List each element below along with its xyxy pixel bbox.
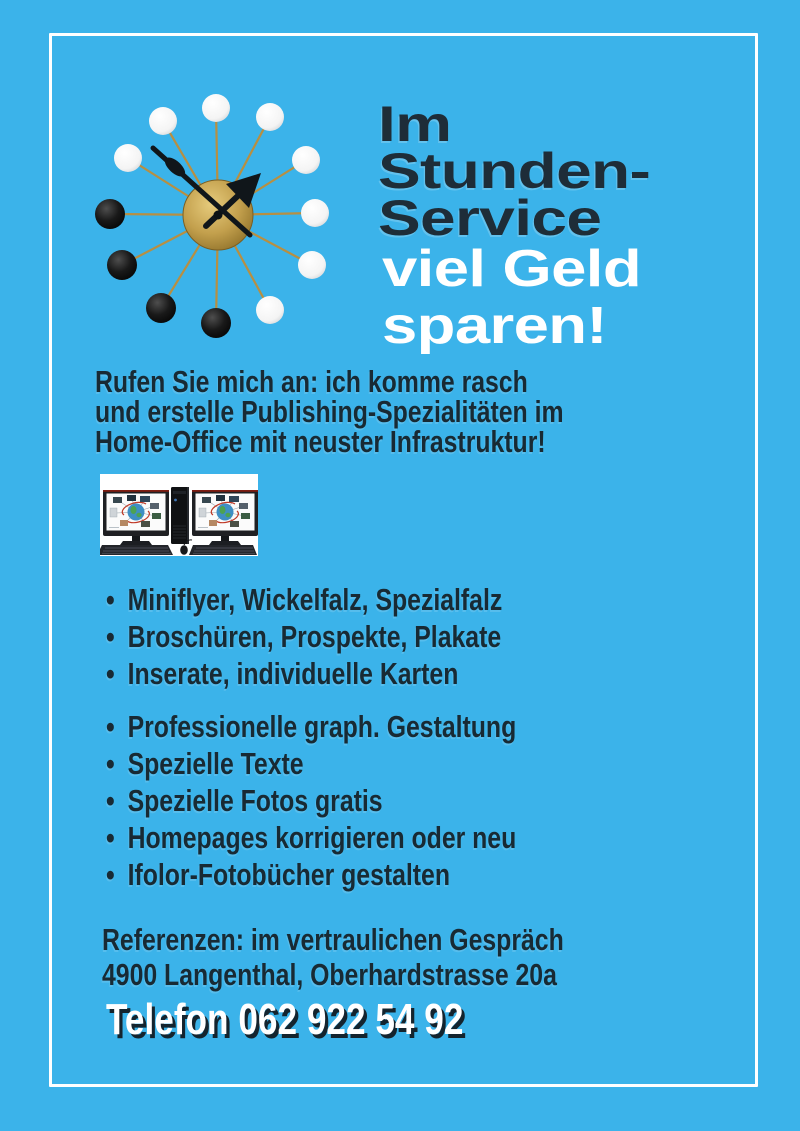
headline-line: Service: [378, 190, 602, 246]
intro-paragraph: [95, 364, 564, 459]
bullet-icon: •: [106, 582, 115, 617]
bullet-icon: •: [106, 619, 115, 654]
list-item-label: Spezielle Texte: [127, 746, 304, 781]
intro-line: Home-Office mit neuster Infrastruktur!: [95, 424, 546, 459]
list-item: [106, 782, 516, 819]
address-line: 4900 Langenthal, Oberhardstrasse 20a: [102, 957, 557, 992]
print-services-list: [106, 581, 502, 692]
headline-line: Im: [378, 96, 452, 152]
list-item-label: Ifolor-Fotobücher gestalten: [127, 857, 450, 892]
bullet-icon: •: [106, 709, 115, 744]
workstation-graphic: [100, 474, 258, 558]
bullet-icon: •: [106, 656, 115, 691]
list-item-label: Homepages korrigieren oder neu: [127, 820, 517, 855]
list-item-label: Professionelle graph. Gestaltung: [127, 709, 517, 744]
footer-reference-block: [102, 922, 564, 992]
headline-light: [382, 241, 641, 355]
headline-line: viel Geld: [382, 240, 641, 298]
list-item: [106, 856, 516, 893]
list-item: [106, 708, 516, 745]
bullet-icon: •: [106, 820, 115, 855]
referenzen-line: Referenzen: im vertraulichen Gespräch: [102, 922, 564, 957]
bullet-icon: •: [106, 783, 115, 818]
headline-line: Stunden-: [378, 143, 651, 199]
headline-dark: [378, 96, 651, 246]
list-item: [106, 618, 502, 655]
bullet-icon: •: [106, 857, 115, 892]
list-item: [106, 581, 502, 618]
mouse: [180, 545, 188, 555]
list-item: [106, 655, 502, 692]
intro-line: Rufen Sie mich an: ich komme rasch: [95, 364, 528, 399]
right-monitor: [189, 490, 258, 555]
list-item-label: Broschüren, Prospekte, Plakate: [127, 619, 502, 654]
headline-line: sparen!: [382, 297, 607, 355]
list-item: [106, 819, 516, 856]
design-services-list: [106, 708, 516, 893]
phone-line: Telefon 062 922 54 92: [106, 995, 464, 1044]
ball-clock-image: [80, 78, 360, 348]
list-item-label: Inserate, individuelle Karten: [127, 656, 459, 691]
ball-clock-graphic: [80, 78, 360, 348]
workstation-image: [100, 474, 258, 558]
list-item-label: Miniflyer, Wickelfalz, Spezialfalz: [127, 582, 503, 617]
list-item: [106, 745, 516, 782]
left-monitor: [100, 490, 173, 555]
intro-line: und erstelle Publishing-Spezialitäten im: [95, 394, 564, 429]
bullet-icon: •: [106, 746, 115, 781]
list-item-label: Spezielle Fotos gratis: [127, 783, 383, 818]
